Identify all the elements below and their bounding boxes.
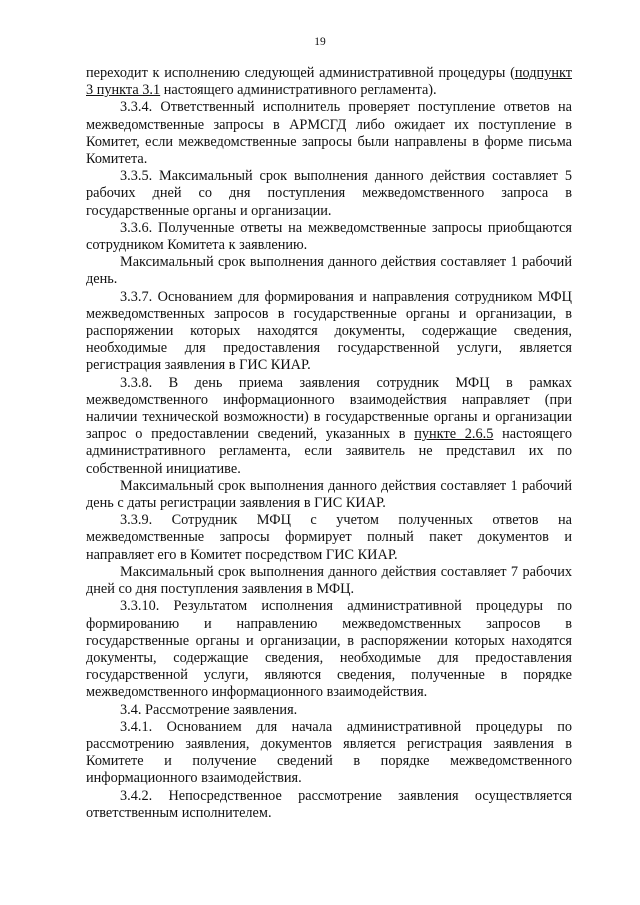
paragraph-text: 3.3.8. В день приема заявления сотрудник МФЦ в рамках межведомственного информационного взаимодействия направляет (при наличии технической возможности) в государственные органы и организации запрос о предоставлении сведений, указанных в [86,374,572,443]
paragraph [86,65,572,99]
paragraph [86,168,572,220]
paragraph [86,702,572,719]
paragraph-text: 3.3.9. Сотрудник МФЦ с учетом полученных ответов на межведомственные запросы формирует полный пакет документов и направляет его в Комитет посредством ГИС КИАР. [86,512,572,563]
document-link[interactable]: пункте 2.6.5 [414,426,494,443]
paragraph [86,289,572,375]
document-body [86,65,572,822]
paragraph-text: Максимальный срок выполнения данного действия составляет 1 рабочий день. [86,254,572,288]
paragraph-text: настоящего административного регламента). [160,82,437,99]
page-number: 19 [314,36,326,48]
paragraph [86,598,572,701]
paragraph-text: Максимальный срок выполнения данного действия составляет 1 рабочий день с даты регистрации заявления в ГИС КИАР. [86,477,572,512]
paragraph [86,478,572,512]
document-link[interactable]: подпункт 3 пункта 3.1 [86,65,572,99]
paragraph-text: 3.3.7. Основанием для формирования и направления сотрудником МФЦ межведомственных запросов в государственные органы и организации, в распоряжении которых находятся документы, содержащие сведения, необходимые для предоставления государственной услуги, является регистрация заявления в ГИС КИАР. [86,288,572,374]
paragraph [86,719,572,788]
paragraph [86,512,572,564]
paragraph-text: 3.4. Рассмотрение заявления. [120,701,298,718]
paragraph-text: 3.4.1. Основанием для начала административной процедуры по рассмотрению заявления, документов является регистрация заявления в Комитете и получение сведений в порядке межведомственного информационного взаимодействия. [86,718,572,787]
paragraph-text: 3.3.6. Полученные ответы на межведомственные запросы приобщаются сотрудником Комитета к заявлению. [86,219,572,254]
paragraph [86,99,572,168]
paragraph-text: 3.3.10. Результатом исполнения административной процедуры по формированию и направлению межведомственных запросов в государственные органы и организации, в распоряжении которых находятся документы, содержащие сведения, необходимые для предоставления государственной услуги, являются сведения, полученные в порядке межведомственного информационного взаимодействия. [86,598,572,701]
paragraph [86,788,572,822]
paragraph [86,220,572,254]
paragraph-text: 3.4.2. Непосредственное рассмотрение заявления осуществляется ответственным исполнителем. [86,787,572,821]
paragraph-text: Максимальный срок выполнения данного действия составляет 7 рабочих дней со дня поступления заявления в МФЦ. [86,563,572,598]
paragraph [86,375,572,478]
paragraph-text: переходит к исполнению следующей административной процедуры ( [86,65,515,81]
paragraph-text: 3.3.4. Ответственный исполнитель проверяет поступление ответов на межведомственные запросы в АРМСГД либо ожидает их поступление в Комитет, если межведомственные запросы были направлены в форме письма Комитета. [86,99,572,168]
paragraph-text: настоящего административного регламента, если заявитель не представил их по собственной инициативе. [86,426,572,477]
paragraph-text: 3.3.5. Максимальный срок выполнения данного действия составляет 5 рабочих дней со дня поступления межведомственного запроса в государственные органы и организации. [86,168,572,219]
paragraph [86,254,572,288]
paragraph [86,564,572,598]
